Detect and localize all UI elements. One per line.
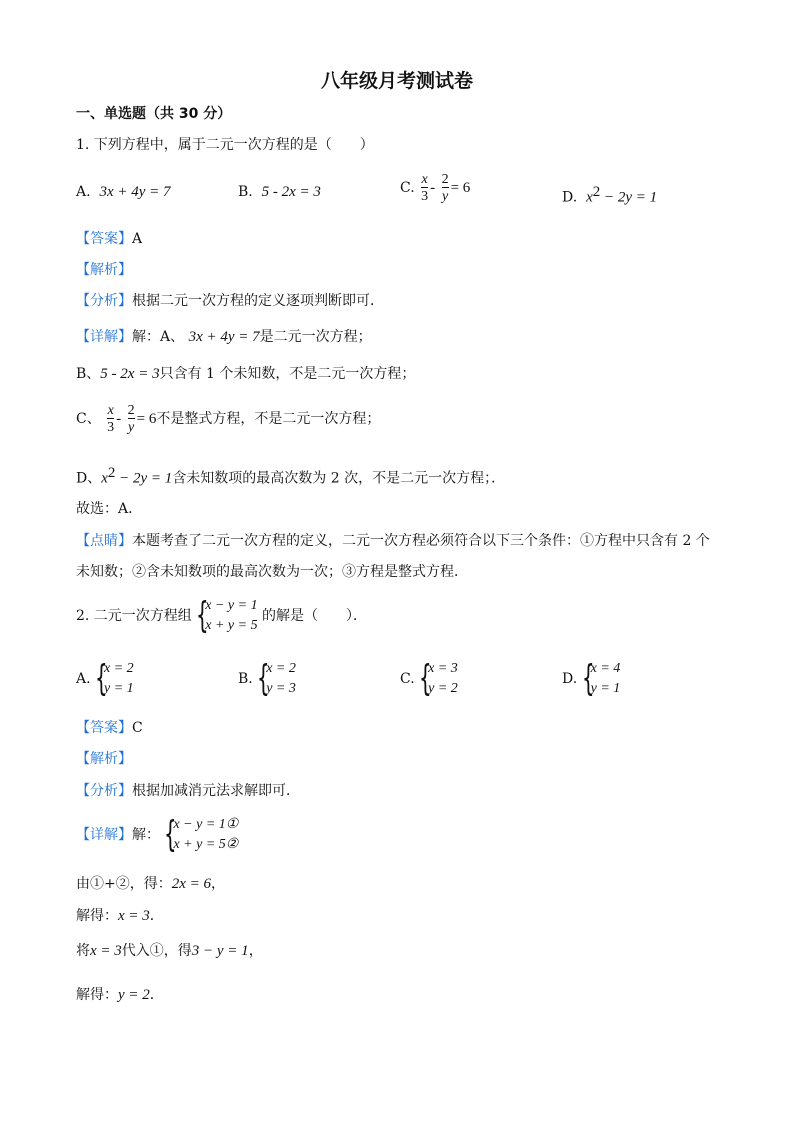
q1-answer: 【答案】A: [76, 231, 143, 247]
option-letter: A.: [76, 184, 91, 200]
q2-answer: 【答案】C: [76, 720, 143, 736]
q2-option-c: C. { x = 3 y = 2: [400, 658, 458, 699]
q2-option-d: D. { x = 4 y = 1: [562, 658, 621, 699]
equation-system: { x − y = 1 x + y = 5: [196, 595, 258, 636]
question-2-stem: 2. 二元一次方程组 { x − y = 1 x + y = 5 的解是（ ）．: [76, 595, 368, 636]
option-expression: 3x + 4y = 7: [99, 184, 171, 200]
q2-step-1: 由①+②，得：2x = 6，: [76, 876, 226, 892]
q2-fenxi: 【分析】根据加减消元法求解即可．: [76, 783, 300, 799]
q1-option-c: C. $\frac{x}{3}$ - $\frac{2}{y}$ = 6: [400, 172, 471, 204]
q2-analysis-label: 【解析】: [76, 751, 132, 767]
q1-fenxi: 【分析】根据二元一次方程的定义逐项判断即可．: [76, 293, 384, 309]
section-heading: 一、单选题（共 30 分）: [76, 106, 232, 122]
option-letter: B.: [238, 184, 253, 200]
q2-option-b: B. { x = 2 y = 3: [238, 658, 296, 699]
q1-xiangjie: 【详解】解：A、 3x + 4y = 7是二元一次方程；: [76, 329, 372, 345]
q1-step-d: D、$x^2 - 2y = 1$含未知数项的最高次数为 2 次，不是二元一次方程；．: [76, 465, 506, 487]
q2-step-2: 解得：x = 3．: [76, 908, 164, 924]
q2-option-a: A. { x = 2 y = 1: [76, 658, 134, 699]
q2-xiangjie: 【详解】解： { x − y = 1① x + y = 5②: [76, 814, 239, 855]
q1-dianjing-1: 【点睛】本题考查了二元一次方程的定义，二元一次方程必须符合以下三个条件：①方程中只含有 2 个: [76, 533, 710, 549]
fraction: $\frac{2}{y}$: [441, 172, 449, 204]
q1-option-b: [238, 183, 321, 201]
q2-step-3: 将x = 3代入①，得3 − y = 1，: [76, 943, 263, 959]
q1-option-d: D. $x^2 - 2y = 1$: [562, 184, 658, 206]
question-1-stem: 1. 下列方程中，属于二元一次方程的是（ ）: [76, 137, 374, 153]
q1-choose: 故选：A．: [76, 501, 143, 517]
page-title: 八年级月考测试卷: [320, 70, 473, 92]
fraction: $\frac{x}{3}$: [421, 172, 429, 204]
option-letter: C.: [400, 180, 415, 196]
q1-step-c: C、 $\frac{x}{3}$ - $\frac{2}{y}$ = 6不是整式方程，不是二元一次方程；: [76, 403, 381, 435]
q2-step-4: 解得：y = 2．: [76, 987, 164, 1003]
q1-step-b: B、5 - 2x = 3只含有 1 个未知数，不是二元一次方程；: [76, 366, 416, 382]
equation-system: { x − y = 1① x + y = 5②: [164, 814, 239, 855]
q1-analysis-label: 【解析】: [76, 262, 132, 278]
option-letter: D.: [562, 189, 578, 206]
q1-option-a: [76, 183, 171, 201]
option-expression: 5 - 2x = 3: [261, 184, 321, 200]
q1-dianjing-2: 未知数；②含未知数项的最高次数为一次；③方程是整式方程．: [76, 564, 468, 580]
